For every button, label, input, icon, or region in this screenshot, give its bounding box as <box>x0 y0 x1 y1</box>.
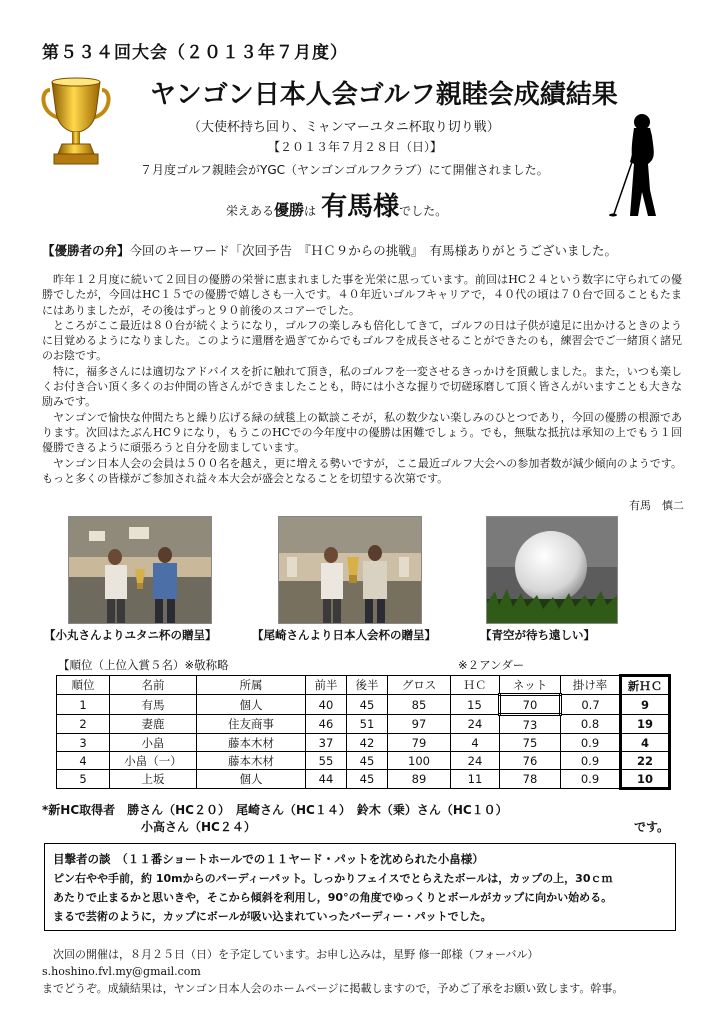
table-header-row <box>57 676 670 695</box>
table-row <box>57 752 670 770</box>
cell: 3 <box>57 734 110 752</box>
cell: 0.9 <box>561 734 621 752</box>
col-net: ネット <box>500 676 561 695</box>
under-par-note: ※２アンダー <box>458 658 525 672</box>
new-hc-line2: 小高さん（HC２４） <box>141 820 256 834</box>
cell: 24 <box>451 715 500 734</box>
cell-net-highlight: 70 <box>500 695 561 715</box>
cell: 住友商事 <box>197 715 306 734</box>
photo-japan-assoc-cup <box>278 516 422 624</box>
witness-line: ピン右やや手前，約 10mからのパーディーパット。しっかりフェイスでとらえたボールは，カップの上，30ｃｍ <box>53 872 613 885</box>
cell: 2 <box>57 715 110 734</box>
cell: 5 <box>57 770 110 789</box>
cell: 4 <box>621 734 670 752</box>
cell: 10 <box>621 770 670 789</box>
cell: 19 <box>621 715 670 734</box>
cell: 89 <box>388 770 451 789</box>
cell: 40 <box>306 695 347 715</box>
results-table <box>56 674 671 790</box>
signature: 有馬 慎二 <box>629 499 684 512</box>
cell: 有馬 <box>110 695 197 715</box>
speech-paragraph: ヤンゴン日本人会の会員は５００名を越え，更に増える勢いですが，ここ最近ゴルフ大会への参加者数が減少傾向のようです。もっと多くの皆様がご参加され益々本大会が盛会となることを切望する次第です。 <box>42 456 682 485</box>
cell: 97 <box>388 715 451 734</box>
col-affiliation: 所属 <box>197 676 306 695</box>
cell: 37 <box>306 734 347 752</box>
col-rate: 掛け率 <box>561 676 621 695</box>
witness-title: 目撃者の談 （１１番ショートホールでの１１ヤード・パットを沈められた小畠様） <box>53 852 484 866</box>
cell: 22 <box>621 752 670 770</box>
speech-body <box>42 272 682 486</box>
event-date: 【２０１３年７月２８日（日）】 <box>268 140 443 154</box>
col-new-hc: 新ＨＣ <box>621 676 670 695</box>
winner-pre: 栄えある <box>226 204 275 218</box>
photo-caption-3: 【青空が待ち遠しい】 <box>480 628 595 642</box>
cell: 45 <box>347 695 388 715</box>
speech-headline-text: 今回のキーワード「次回予告 『ＨＣ９からの挑戦』 有馬様ありがとうございました。 <box>129 243 618 258</box>
subtitle: （大使杯持ち回り、ミャンマーユタニ杯取り切り戦） <box>188 120 500 135</box>
photo-caption-1: 【小丸さんよりユタニ杯の贈呈】 <box>44 628 217 642</box>
photo-caption-2: 【尾崎さんより日本人会杯の贈呈】 <box>252 628 436 642</box>
winner-word: 優勝 <box>274 201 305 219</box>
cell: 藤本木材 <box>197 734 306 752</box>
cell: 45 <box>347 770 388 789</box>
cell: 51 <box>347 715 388 734</box>
cell: 11 <box>451 770 500 789</box>
cell: 46 <box>306 715 347 734</box>
col-rank: 順位 <box>57 676 110 695</box>
new-hc-line1: *新HC取得者 勝さん（HC２０） 尾崎さん（HC１４） 鈴木（乗）さん（HC１０） <box>42 803 508 817</box>
speech-paragraph: 特に，福多さんには適切なアドバイスを折に触れて頂き，私のゴルフを一変させるきっかけを頂戴しました。また，いつも楽しくお付き合い頂く多くのお仲間の皆さんができましたことも，時には小さな握りで切磋琢磨して頂く皆さんがいますことも大きな励みです。 <box>42 364 682 409</box>
cell: 15 <box>451 695 500 715</box>
cell: 4 <box>57 752 110 770</box>
page-title: ヤンゴン日本人会ゴルフ親睦会成績結果 <box>150 80 618 110</box>
col-front: 前半 <box>306 676 347 695</box>
col-back: 後半 <box>347 676 388 695</box>
cell: 55 <box>306 752 347 770</box>
cell: 76 <box>500 752 561 770</box>
cell: 小畠 <box>110 734 197 752</box>
venue-text: ７月度ゴルフ親睦会がYGC（ヤンゴンゴルフクラブ）にて開催されました。 <box>140 163 549 177</box>
cell: 85 <box>388 695 451 715</box>
cell: 73 <box>500 715 561 734</box>
cell: 0.8 <box>561 715 621 734</box>
speech-headline <box>42 241 617 259</box>
table-row <box>57 695 670 715</box>
cell: 4 <box>451 734 500 752</box>
cell: 藤本木材 <box>197 752 306 770</box>
cell: 42 <box>347 734 388 752</box>
cell: 個人 <box>197 770 306 789</box>
ranking-heading: 【順位（上位入賞５名）※敬称略 <box>58 658 229 672</box>
cell: 0.9 <box>561 752 621 770</box>
speech-paragraph: 昨年１２月度に続いて２回目の優勝の栄誉に恵まれました事を光栄に思っています。前回はHC２４という数字に守られての優勝でしたが，今回はHC１５での優勝で嬉しさも一入です。４０年近いゴルフキャリアで，４０代の頃は７０台で回ることもたまにはありましたが，その後はずっと９０前後のスコアーでした。 <box>42 273 682 317</box>
cell: 79 <box>388 734 451 752</box>
winner-post: でした。 <box>399 204 448 218</box>
cell: 75 <box>500 734 561 752</box>
speech-paragraph: ところがここ最近は８０台が続くようになり，ゴルフの楽しみも倍化してきて，ゴルフの日は子供が遠足に出かけるときのように目覚めるようになりました。このように還暦を過ぎてからでもゴルフを成長させることができたのも，練習会でご一緒頂く諸兄のお陰です。 <box>42 318 682 363</box>
cell: 小畠（一） <box>110 752 197 770</box>
table-row <box>57 734 670 752</box>
speech-label: 【優勝者の弁】 <box>42 243 130 258</box>
speech-paragraph: ヤンゴンで愉快な仲間たちと繰り広げる緑の絨毯上の歓談こそが，私の数少ない楽しみのひとつであり，今回の優勝の根源であります。次回はたぶんHC９になり，もうこのHCでの今年度中の優勝は困難でしょう。でも，無駄な抵抗は承知の上でもう１回優勝できるように頑張ろうと自分を励ましています。 <box>42 410 682 455</box>
cell: 妻鹿 <box>110 715 197 734</box>
witness-line: あたりで止まるかと思いきや，そこから傾斜を利用し，90°の角度でゆっくりとボールがカップに向かい始める。 <box>53 891 613 904</box>
table-row <box>57 715 670 734</box>
cell: 44 <box>306 770 347 789</box>
witness-box <box>44 843 676 931</box>
cell: 78 <box>500 770 561 789</box>
new-hc-end: です。 <box>634 820 670 834</box>
photo-yutani-cup <box>68 516 212 624</box>
golfer-silhouette-icon <box>604 112 674 220</box>
cell: 100 <box>388 752 451 770</box>
photo-golf-ball <box>486 516 618 624</box>
table-row <box>57 770 670 789</box>
winner-ha: は <box>304 204 317 218</box>
winner-line <box>226 186 447 223</box>
footer-notice <box>42 946 682 997</box>
witness-line: まるで芸術のように，カップにボールが吸い込まれていったバーディー・パットでした。 <box>53 910 492 923</box>
cell: 0.7 <box>561 695 621 715</box>
trophy-icon <box>40 76 112 168</box>
col-gross: グロス <box>388 676 451 695</box>
col-hc: ＨＣ <box>451 676 500 695</box>
col-name: 名前 <box>110 676 197 695</box>
cell: 0.9 <box>561 770 621 789</box>
winner-name: 有馬様 <box>321 192 400 222</box>
footer-line1: 次回の開催は，８月２５日（日）を予定しています。お申し込みは，星野 修一郎様（フォーバル）s.hoshino.fvl.my@gmail.com <box>42 948 539 978</box>
cell: 1 <box>57 695 110 715</box>
footer-line2: までどうぞ。成績結果は，ヤンゴン日本人会のホームページに掲載しますので，予めご了承をお願い致します。幹事。 <box>42 982 624 995</box>
cell: 9 <box>621 695 670 715</box>
cell: 24 <box>451 752 500 770</box>
edition-heading: 第５３４回大会（２０１３年７月度） <box>42 43 348 63</box>
cell: 上坂 <box>110 770 197 789</box>
cell: 45 <box>347 752 388 770</box>
cell: 個人 <box>197 695 306 715</box>
